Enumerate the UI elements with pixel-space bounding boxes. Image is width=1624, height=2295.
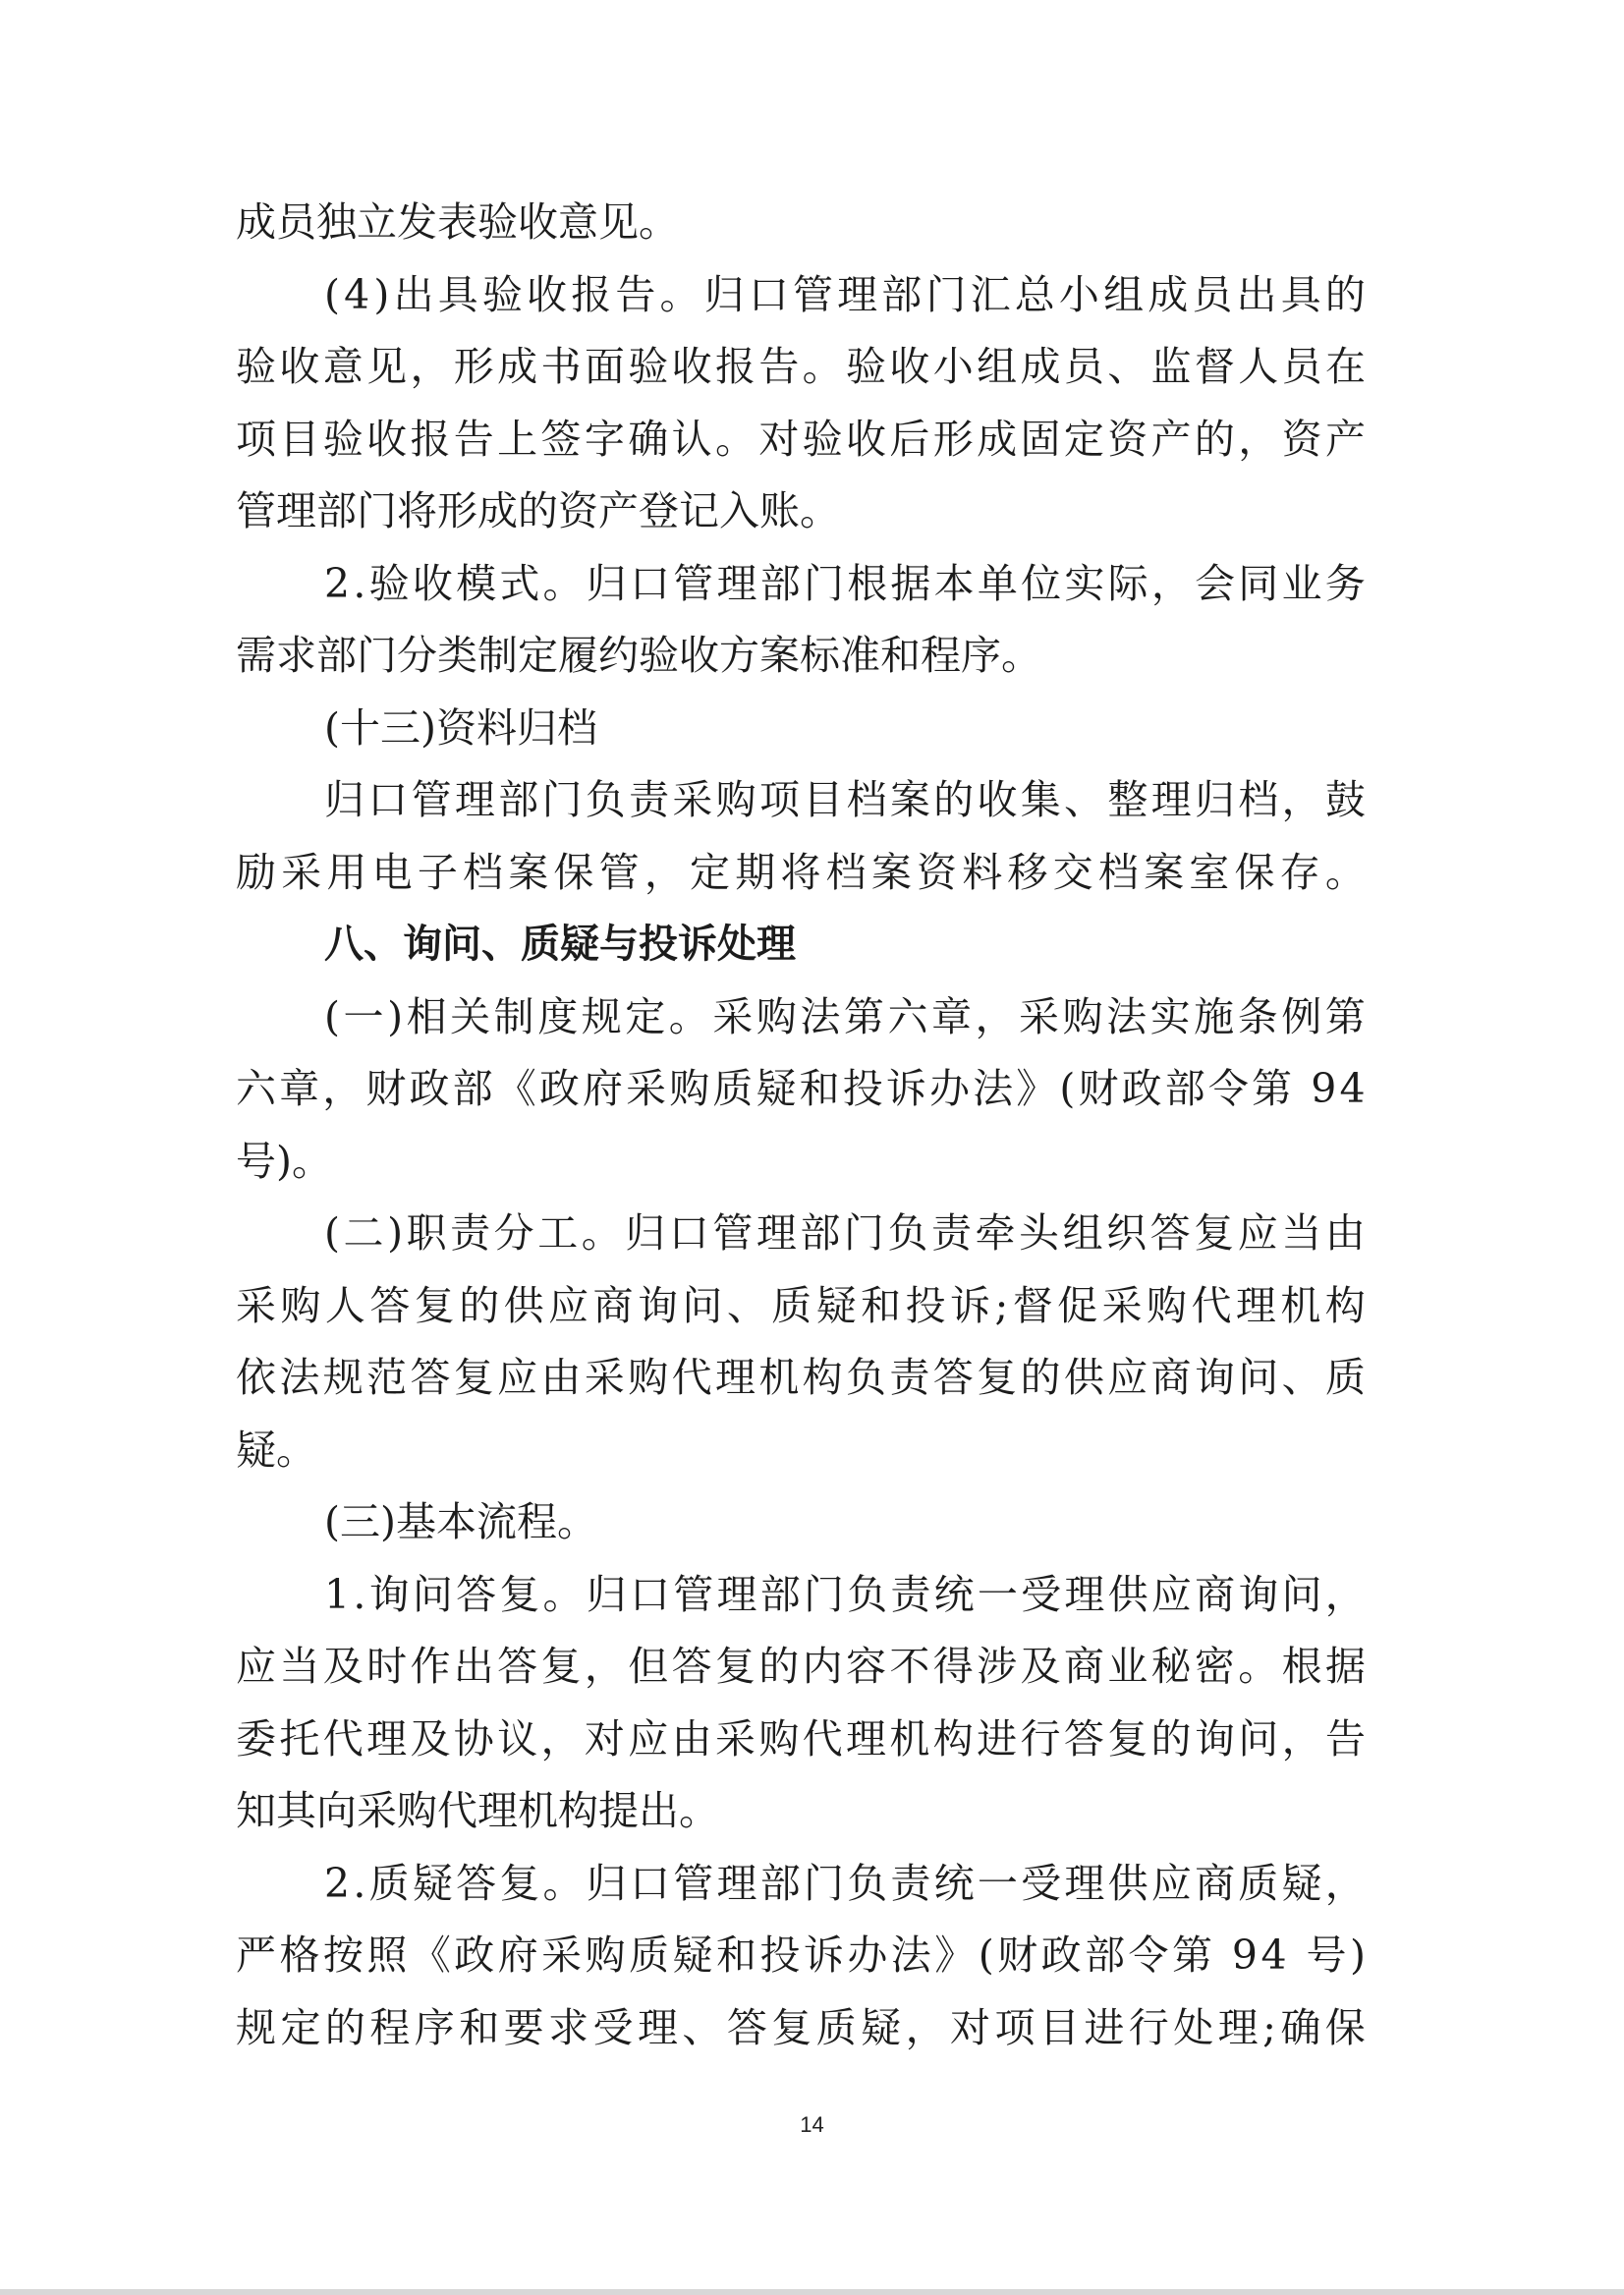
text-line: 验 收 意 见 ， 形 成 书 面 验 收 报 告 。 验 收 小 组 成 员 、 监 督 人 员 在 bbox=[236, 343, 1366, 390]
text-line: 管理部门将形成的资产登记入账。 bbox=[236, 487, 840, 534]
section-heading: 八、询问、质疑与投诉处理 bbox=[324, 922, 796, 967]
page-bottom-border bbox=[0, 2289, 1624, 2295]
text-line: 归 口 管 理 部 门 负 责 采 购 项 目 档 案 的 收 集 、 整 理 归 档 ， 鼓 bbox=[324, 776, 1366, 823]
body-text bbox=[236, 187, 1366, 2064]
text-line: 严 格 按 照 《 政 府 采 购 质 疑 和 投 诉 办 法 》 ( 财 政 部 令 第 9 4 号 ) bbox=[236, 1931, 1366, 1979]
text-line: 知其向采购代理机构提出。 bbox=[236, 1787, 719, 1834]
text-line: 依 法 规 范 答 复 应 由 采 购 代 理 机 构 负 责 答 复 的 供 应 商 询 问 、 质 bbox=[236, 1354, 1366, 1401]
text-line: 应 当 及 时 作 出 答 复 ， 但 答 复 的 内 容 不 得 涉 及 商 业 秘 密 。 根 据 bbox=[236, 1643, 1366, 1690]
text-line: 采 购 人 答 复 的 供 应 商 询 问 、 质 疑 和 投 诉 ; 督 促 采 购 代 理 机 构 bbox=[236, 1281, 1366, 1329]
section-subheading: (十三)资料归档 bbox=[324, 703, 597, 752]
text-line: 疑。 bbox=[236, 1426, 316, 1474]
text-line: ( 4 ) 出 具 验 收 报 告 。 归 口 管 理 部 门 汇 总 小 组 成 员 出 具 的 bbox=[324, 270, 1366, 318]
text-line: 委 托 代 理 及 协 议 ， 对 应 由 采 购 代 理 机 构 进 行 答 复 的 询 问 ， 告 bbox=[236, 1714, 1366, 1763]
text-line: 2 . 质 疑 答 复 。 归 口 管 理 部 门 负 责 统 一 受 理 供 应 商 质 疑 ， bbox=[324, 1859, 1366, 1907]
text-line: 号)。 bbox=[236, 1137, 332, 1185]
text-line: 成员独立发表验收意见。 bbox=[236, 198, 679, 246]
page-number: 14 bbox=[800, 2112, 824, 2137]
text-line: 1 . 询 问 答 复 。 归 口 管 理 部 门 负 责 统 一 受 理 供 应 商 询 问 ， bbox=[324, 1570, 1366, 1618]
text-line: 需求部门分类制定履约验收方案标准和程序。 bbox=[236, 632, 1041, 679]
text-line: ( 二 ) 职 责 分 工 。 归 口 管 理 部 门 负 责 牵 头 组 织 答 复 应 当 由 bbox=[324, 1209, 1366, 1257]
text-line: 项 目 验 收 报 告 上 签 字 确 认 。 对 验 收 后 形 成 固 定 资 产 的 ， 资 产 bbox=[236, 415, 1366, 463]
text-line: 2 . 验 收 模 式 。 归 口 管 理 部 门 根 据 本 单 位 实 际 ， 会 同 业 务 bbox=[324, 559, 1366, 607]
text-line: 六 章 ， 财 政 部 《 政 府 采 购 质 疑 和 投 诉 办 法 》 ( 财 政 部 令 第 9 4 bbox=[236, 1065, 1366, 1112]
text-line: ( 一 ) 相 关 制 度 规 定 。 采 购 法 第 六 章 ， 采 购 法 实 施 条 例 第 bbox=[324, 992, 1366, 1040]
text-line: 规 定 的 程 序 和 要 求 受 理 、 答 复 质 疑 ， 对 项 目 进 行 处 理 ; 确 保 bbox=[236, 2003, 1366, 2051]
section-subheading: (三)基本流程。 bbox=[324, 1498, 597, 1545]
text-line: 励 采 用 电 子 档 案 保 管 ， 定 期 将 档 案 资 料 移 交 档 案 室 保 存 。 bbox=[236, 848, 1366, 896]
